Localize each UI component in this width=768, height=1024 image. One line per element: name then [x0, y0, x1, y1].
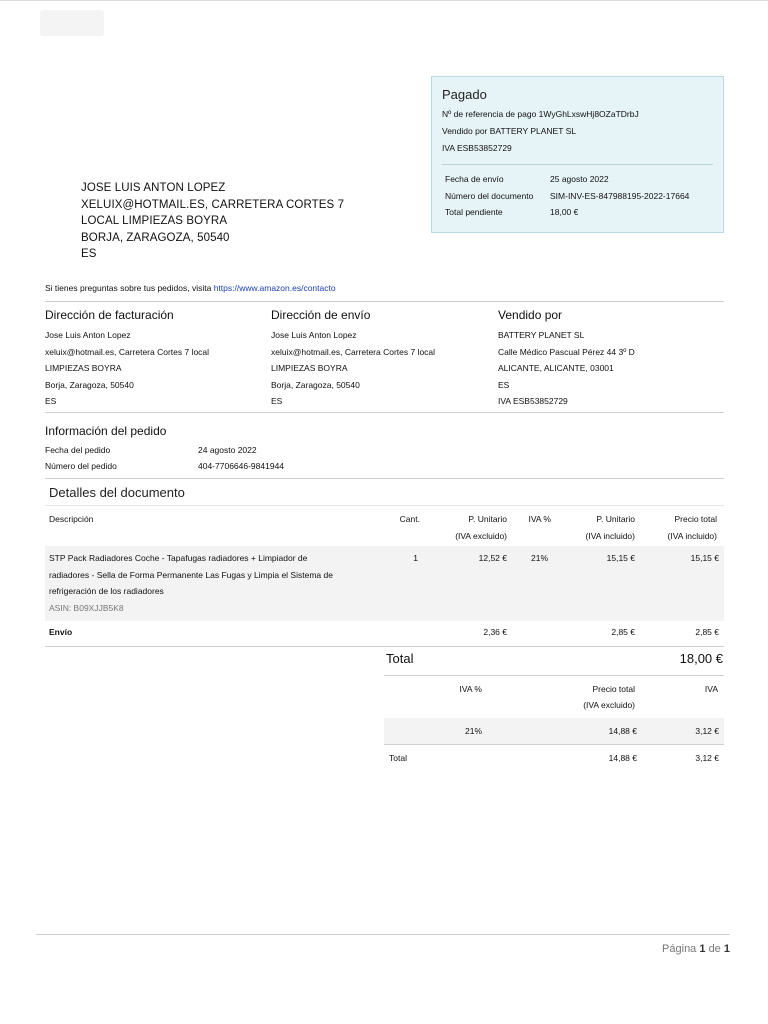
seller-line: ES [498, 379, 510, 390]
col-header-unit-ex-sub: (IVA excluido) [455, 531, 507, 541]
vat-col-vat: IVA [704, 684, 718, 694]
order-date-label: Fecha del pedido [45, 445, 111, 455]
paid-row-pending-total [442, 204, 713, 221]
shipping-row-label: Envío [49, 627, 73, 637]
contact-link[interactable]: https://www.amazon.es/contacto [213, 283, 336, 293]
divider [45, 505, 724, 506]
shipping-heading: Dirección de envío [271, 308, 371, 322]
order-info-heading: Información del pedido [45, 424, 167, 438]
billing-line: Jose Luis Anton Lopez [45, 330, 131, 340]
divider [384, 675, 724, 676]
billing-line: Borja, Zaragoza, 50540 [45, 379, 134, 390]
seller-address [498, 308, 718, 410]
customer-line: XELUIX@HOTMAIL.ES, CARRETERA CORTES 7 [81, 198, 345, 211]
shipping-line: ES [271, 396, 283, 407]
paid-row-value: SIM-INV-ES-847988195-2022-17664 [550, 190, 690, 201]
vat-sum-vat: 3,12 € [695, 753, 719, 763]
divider [384, 744, 724, 745]
col-header-unit-inc-sub: (IVA incluido) [585, 531, 635, 541]
shipping-line: xeluix@hotmail.es, Carretera Cortes 7 local [271, 346, 436, 357]
item-qty: 1 [413, 553, 418, 563]
col-header-unit-ex: P. Unitario [468, 514, 507, 524]
item-vat-pct: 21% [530, 553, 548, 563]
item-desc-line: radiadores - Sella de Forma Permanente Las Fugas y Limpia el Sistema de [49, 569, 333, 580]
seller-line: Calle Médico Pascual Pérez 44 3º D [498, 346, 635, 357]
col-header-qty: Cant. [399, 514, 420, 524]
shipping-total: 2,85 € [695, 627, 719, 637]
order-date-value: 24 agosto 2022 [198, 445, 257, 455]
customer-line: LOCAL LIMPIEZAS BOYRA [81, 215, 228, 228]
order-number-row [45, 461, 284, 471]
shipping-unit-ex: 2,36 € [483, 627, 507, 637]
order-number-label: Número del pedido [45, 461, 117, 471]
page-number: 1 [699, 943, 706, 955]
seller-line: ALICANTE, ALICANTE, 03001 [498, 363, 614, 374]
sold-by-line: Vendido por BATTERY PLANET SL [442, 126, 577, 136]
item-unit-inc: 15,15 € [606, 553, 635, 563]
grand-total-value: 18,00 € [679, 651, 723, 666]
billing-heading: Dirección de facturación [45, 308, 174, 322]
divider [45, 412, 724, 413]
payment-reference: Nº de referencia de pago 1WyGhLxswHj8OZaTDrbJ [442, 109, 639, 119]
page-count: 1 [723, 943, 730, 955]
vat-col-total-sub: (IVA excluido) [583, 700, 635, 710]
item-desc-line: STP Pack Radiadores Coche - Tapafugas radiadores + Limpiador de [49, 553, 308, 563]
divider [45, 646, 724, 647]
page-indicator [662, 943, 730, 955]
customer-line: BORJA, ZARAGOZA, 50540 [81, 231, 230, 244]
item-desc-line: refrigeración de los radiadores [49, 586, 164, 596]
of-word: de [708, 943, 721, 955]
col-header-unit-inc: P. Unitario [596, 514, 635, 524]
order-date-row [45, 445, 257, 455]
item-total: 15,15 € [690, 553, 719, 563]
seller-line: IVA ESB53852729 [498, 396, 568, 407]
vat-id-line: IVA ESB53852729 [442, 143, 512, 153]
col-header-total: Precio total [674, 514, 717, 524]
shipping-line: Jose Luis Anton Lopez [271, 330, 357, 340]
grand-total-label: Total [386, 651, 414, 666]
footer-divider [36, 934, 730, 935]
paid-row-label: Fecha de envío [445, 174, 504, 185]
item-description [49, 550, 333, 616]
col-header-description: Descripción [49, 514, 94, 524]
billing-line: xeluix@hotmail.es, Carretera Cortes 7 local [45, 346, 210, 357]
customer-line: JOSE LUIS ANTON LOPEZ [81, 182, 226, 194]
billing-line: LIMPIEZAS BOYRA [45, 363, 122, 374]
billing-line: ES [45, 396, 57, 407]
shipping-line: Borja, Zaragoza, 50540 [271, 379, 360, 390]
billing-address [45, 308, 265, 410]
paid-row-ship-date [442, 171, 713, 188]
paid-row-label: Número del documento [445, 190, 534, 201]
vat-col-pct: IVA % [459, 684, 482, 694]
divider [45, 301, 724, 302]
vat-row-total: 14,88 € [608, 726, 637, 736]
document-details-heading: Detalles del documento [49, 485, 185, 500]
shipping-line: LIMPIEZAS BOYRA [271, 363, 348, 374]
shipping-address [271, 308, 491, 410]
vat-col-total: Precio total [592, 684, 635, 694]
item-asin: ASIN: B09XJJB5K8 [49, 602, 124, 613]
contact-question [45, 283, 336, 293]
paid-row-value: 25 agosto 2022 [550, 174, 609, 185]
top-border [0, 0, 768, 1]
vat-row-pct: 21% [464, 726, 482, 736]
vat-row-vat: 3,12 € [695, 726, 719, 736]
contact-question-text: Si tienes preguntas sobre tus pedidos, visita [45, 283, 214, 293]
col-header-total-sub: (IVA incluido) [667, 531, 717, 541]
paid-box-divider [442, 164, 713, 165]
paid-row-value: 18,00 € [550, 207, 579, 218]
vat-sum-label: Total [389, 753, 407, 763]
paid-row-doc-number [442, 188, 713, 205]
divider [45, 478, 724, 479]
paid-row-label: Total pendiente [445, 207, 503, 218]
col-header-vat-pct: IVA % [528, 514, 551, 524]
customer-address [81, 180, 344, 263]
shipping-unit-inc: 2,85 € [611, 627, 635, 637]
logo-placeholder [40, 10, 104, 36]
order-number-value: 404-7706646-9841944 [198, 461, 285, 471]
paid-title: Pagado [442, 87, 487, 102]
page-word: Página [662, 943, 697, 955]
customer-line: ES [81, 248, 97, 261]
payment-summary-box [431, 76, 724, 233]
seller-heading: Vendido por [498, 308, 563, 322]
item-unit-ex: 12,52 € [478, 553, 507, 563]
vat-sum-total: 14,88 € [608, 753, 637, 763]
seller-line: BATTERY PLANET SL [498, 330, 585, 340]
